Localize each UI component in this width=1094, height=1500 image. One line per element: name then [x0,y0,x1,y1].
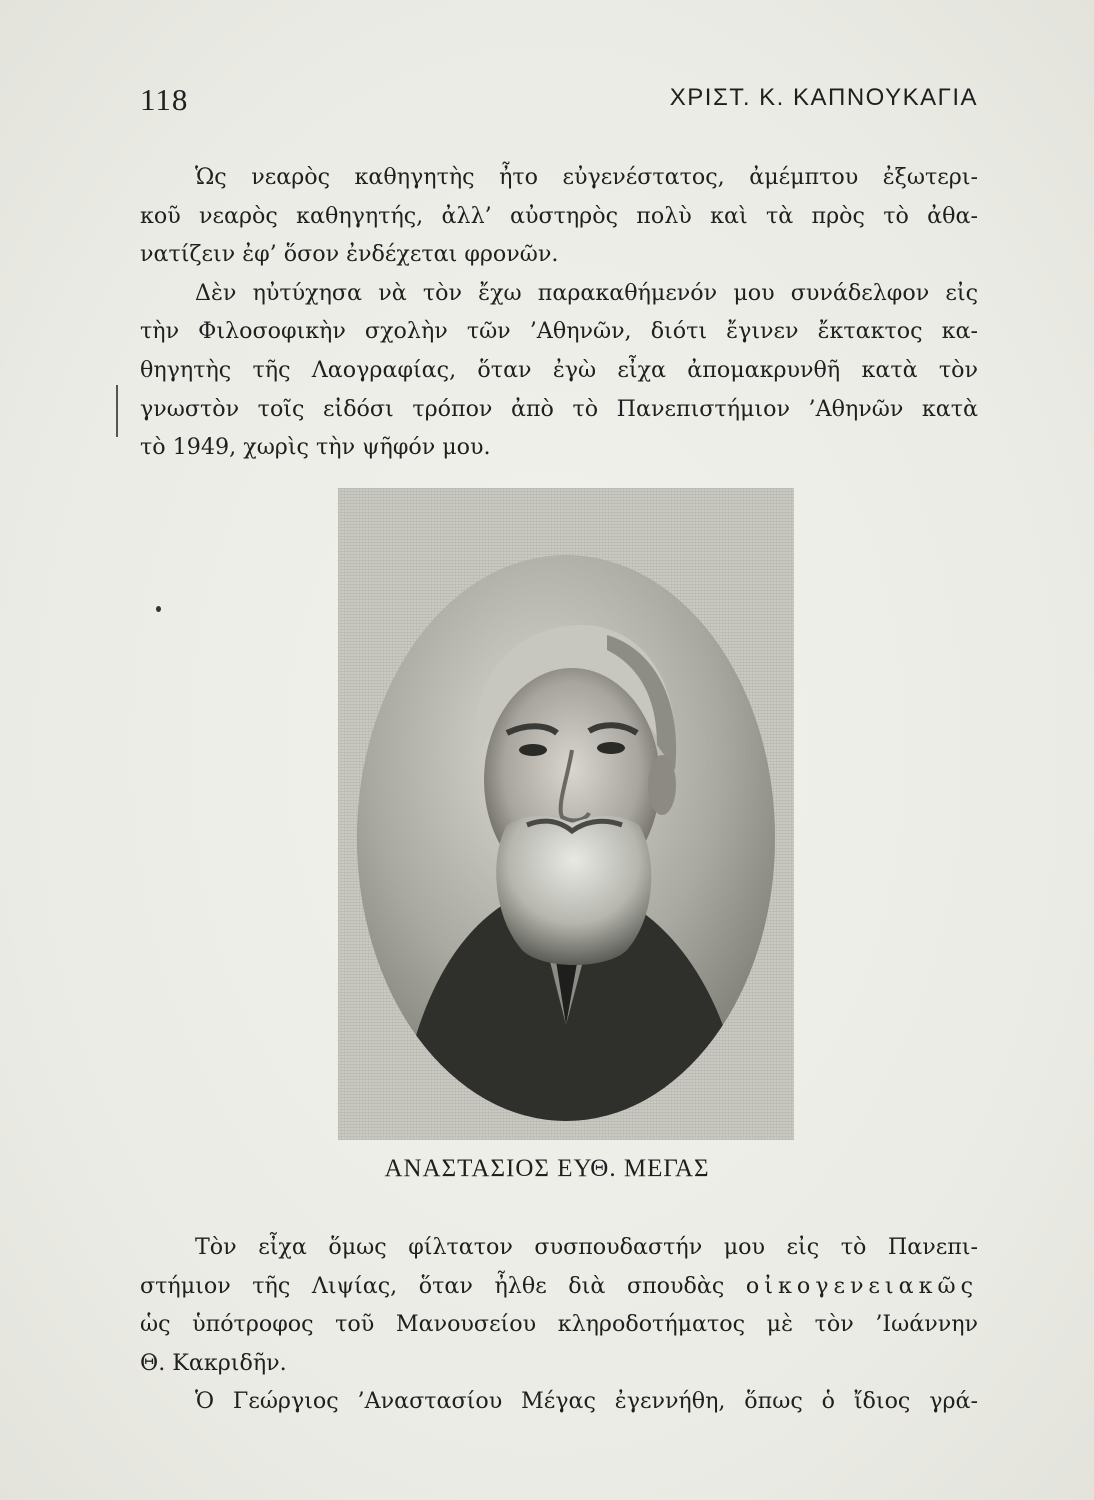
figure-caption: ΑΝΑΣΤΑΣΙΟΣ ΕΥΘ. ΜΕΓΑΣ [384,1155,710,1182]
top-text-block [140,158,978,467]
paragraph-1 [140,158,978,274]
emphasized-word: οἰκογενειακῶς [745,1272,978,1299]
text-line: Ὡς νεαρὸς καθηγητὴς ἦτο εὐγενέστατος, ἀμέμπτου ἐξωτερι- [195,164,978,190]
text-line: τὸ 1949, χωρὶς τὴν ψῆφόν μου. [140,434,491,461]
margin-mark [116,385,118,437]
text-line: τὴν Φιλοσοφικὴν σχολὴν τῶν ’Αθηνῶν, διότι ἔγινεν ἔκτακτος κα- [140,318,978,345]
text-line: κοῦ νεαρὸς καθηγητής, ἀλλ’ αὐστηρὸς πολὺ καὶ τὰ πρὸς τὸ ἀθα- [140,202,978,229]
running-title: ΧΡΙΣΤ. Κ. ΚΑΠΝΟΥΚΑΓΙΑ [669,84,978,111]
text-line: γνωστὸν τοῖς εἰδόσι τρόπον ἀπὸ τὸ Πανεπιστήμιον ’Αθηνῶν κατὰ [140,395,978,422]
text-fragment: στήμιον τῆς Λιψίας, ὅταν ἦλθε διὰ σπουδὰς [140,1272,725,1299]
text-line: Τὸν εἶχα ὅμως φίλτατον συσπουδαστήν μου εἰς τὸ Πανεπι- [195,1234,978,1260]
text-line: νατίζειν ἐφ’ ὅσον ἐνδέχεται φρονῶν. [140,241,559,268]
bottom-text-block [140,1228,978,1421]
paragraph-4 [140,1382,978,1421]
text-line [140,1267,978,1306]
text-line: Δὲν ηὐτύχησα νὰ τὸν ἔχω παρακαθήμενόν μου συνάδελφον εἰς [195,279,978,306]
ink-speck [156,606,161,612]
paragraph-2 [140,274,978,467]
page-number: 118 [140,82,189,117]
text-line: θηγητὴς τῆς Λαογραφίας, ὅταν ἐγὼ εἶχα ἀπομακρυνθῆ κατὰ τὸν [140,356,978,383]
portrait-illustration [357,555,775,1121]
text-line: Θ. Κακριδῆν. [140,1349,287,1376]
text-line: ὡς ὑπότροφος τοῦ Μανουσείου κληροδοτήματος μὲ τὸν ’Ιωάννην [140,1311,978,1338]
portrait-photo [357,555,775,1121]
running-head [140,82,978,122]
paragraph-3 [140,1228,978,1382]
text-line: Ὁ Γεώργιος ’Αναστασίου Μέγας ἐγεννήθη, ὅπως ὁ ἴδιος γρά- [195,1388,978,1415]
